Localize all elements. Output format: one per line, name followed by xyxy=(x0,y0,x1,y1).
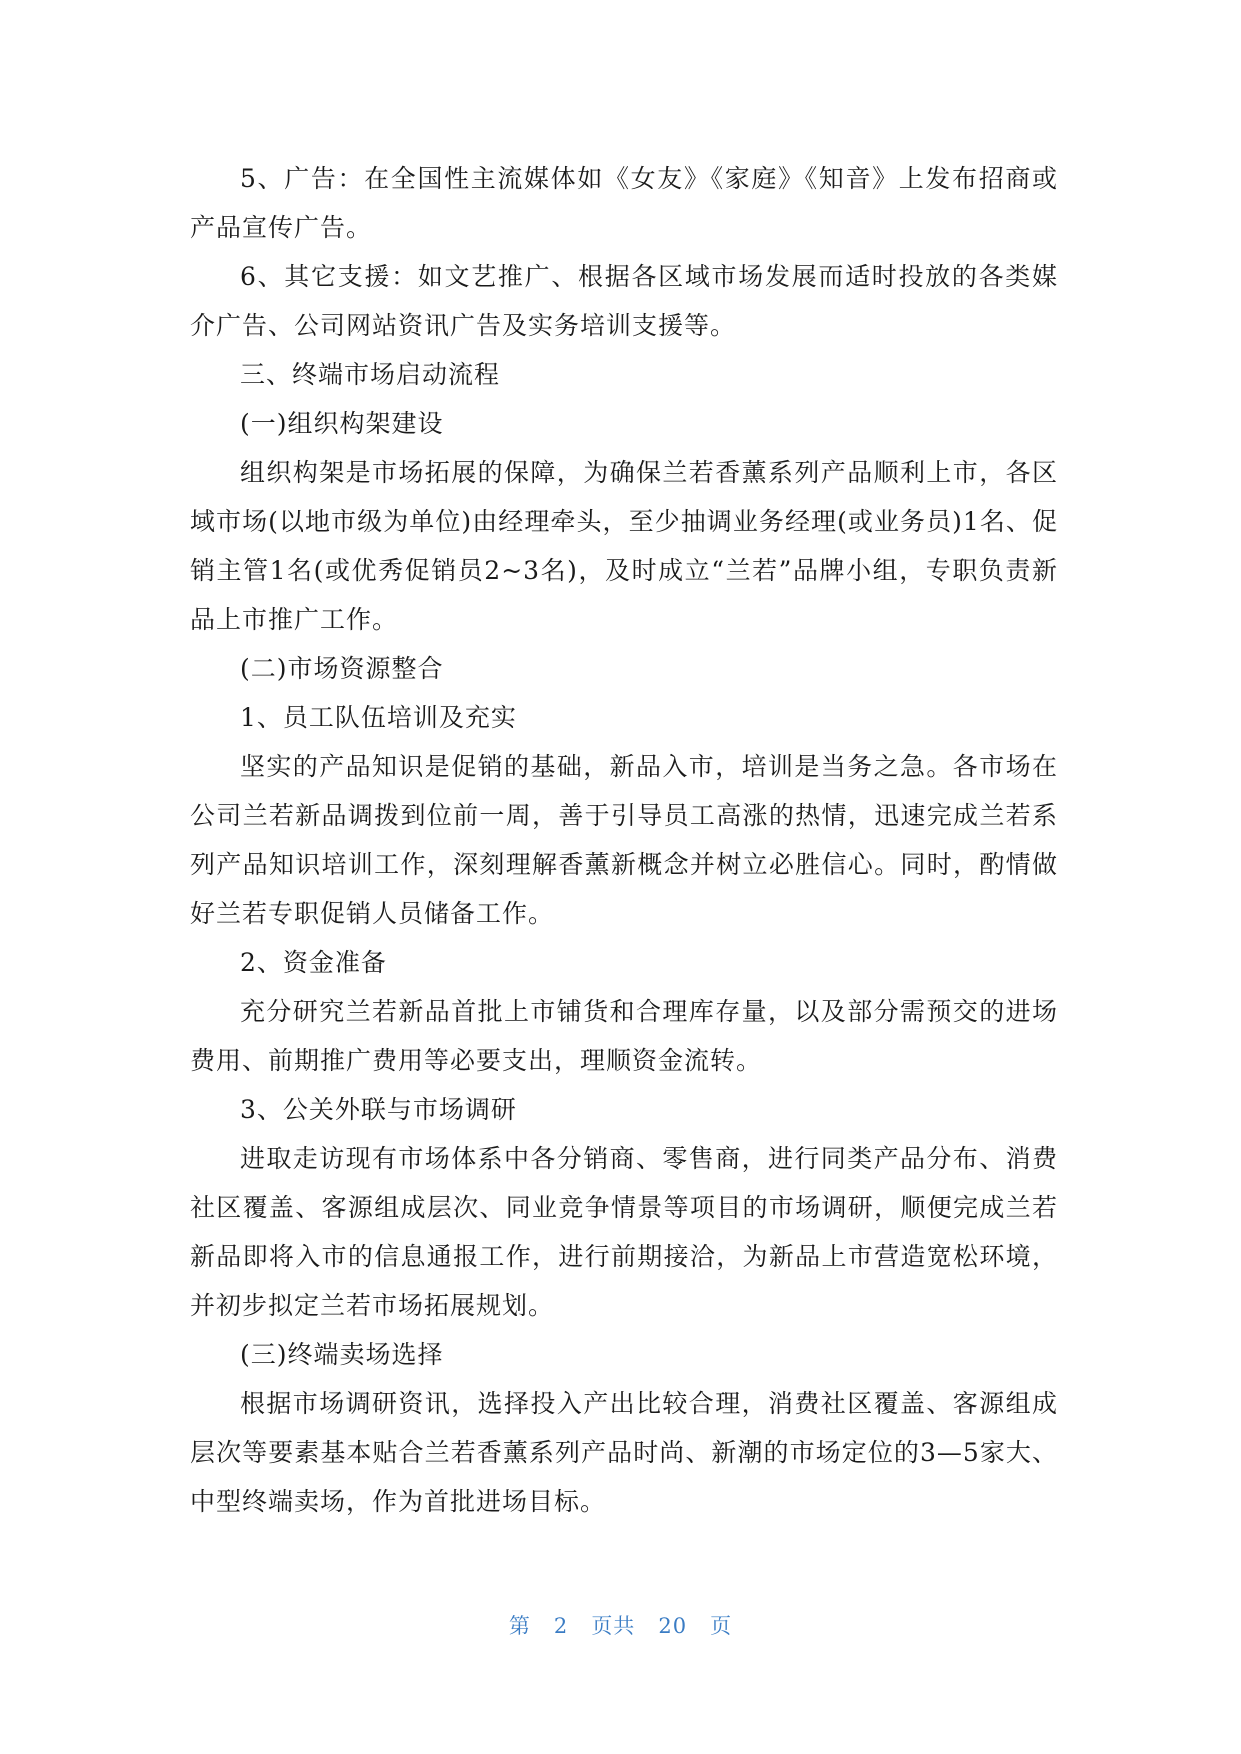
section-heading-terminal-launch: 三、终端市场启动流程 xyxy=(240,360,501,389)
paragraph-ad: 5、广告：在全国性主流媒体如《女友》《家庭》《知音》上发布招商或产品宣传广告。 xyxy=(190,164,1058,242)
footer-current-page: 2 xyxy=(553,1614,569,1638)
paragraph-other-support: 6、其它支援：如文艺推广、根据各区域市场发展而适时投放的各类媒介广告、公司网站资讯广告及实务培训支援等。 xyxy=(190,262,1058,340)
document-body xyxy=(190,154,1058,1526)
subheading-terminal-selection: (三)终端卖场选择 xyxy=(240,1340,444,1369)
item-heading-pr-research: 3、公关外联与市场调研 xyxy=(240,1095,517,1124)
paragraph-terminal-selection: 根据市场调研资讯，选择投入产出比较合理，消费社区覆盖、客源组成层次等要素基本贴合兰若香薰系列产品时尚、新潮的市场定位的3—5家大、中型终端卖场，作为首批进场目标。 xyxy=(190,1389,1058,1516)
paragraph-funding: 充分研究兰若新品首批上市铺货和合理库存量，以及部分需预交的进场费用、前期推广费用等必要支出，理顺资金流转。 xyxy=(190,997,1058,1075)
footer-prefix: 第 xyxy=(508,1614,531,1638)
page-footer xyxy=(0,1610,1241,1640)
subheading-org-structure: (一)组织构架建设 xyxy=(240,409,444,438)
item-heading-funding: 2、资金准备 xyxy=(240,948,387,977)
footer-suffix: 页 xyxy=(710,1614,733,1638)
paragraph-org-structure: 组织构架是市场拓展的保障，为确保兰若香薰系列产品顺利上市，各区域市场(以地市级为单位)由经理牵头，至少抽调业务经理(或业务员)1名、促销主管1名(或优秀促销员2~3名)，及时成立“兰若”品牌小组，专职负责新品上市推广工作。 xyxy=(190,458,1058,634)
paragraph-pr-research: 进取走访现有市场体系中各分销商、零售商，进行同类产品分布、消费社区覆盖、客源组成层次、同业竞争情景等项目的市场调研，顺便完成兰若新品即将入市的信息通报工作，进行前期接洽，为新品上市营造宽松环境，并初步拟定兰若市场拓展规划。 xyxy=(190,1144,1058,1320)
paragraph-staff-training: 坚实的产品知识是促销的基础，新品入市，培训是当务之急。各市场在公司兰若新品调拨到位前一周，善于引导员工高涨的热情，迅速完成兰若系列产品知识培训工作，深刻理解香薰新概念并树立必胜信心。同时，酌情做好兰若专职促销人员储备工作。 xyxy=(190,752,1058,928)
subheading-resource-integration: (二)市场资源整合 xyxy=(240,654,444,683)
footer-middle: 页共 xyxy=(591,1614,636,1638)
footer-total-pages: 20 xyxy=(658,1614,688,1638)
item-heading-staff-training: 1、员工队伍培训及充实 xyxy=(240,703,517,732)
